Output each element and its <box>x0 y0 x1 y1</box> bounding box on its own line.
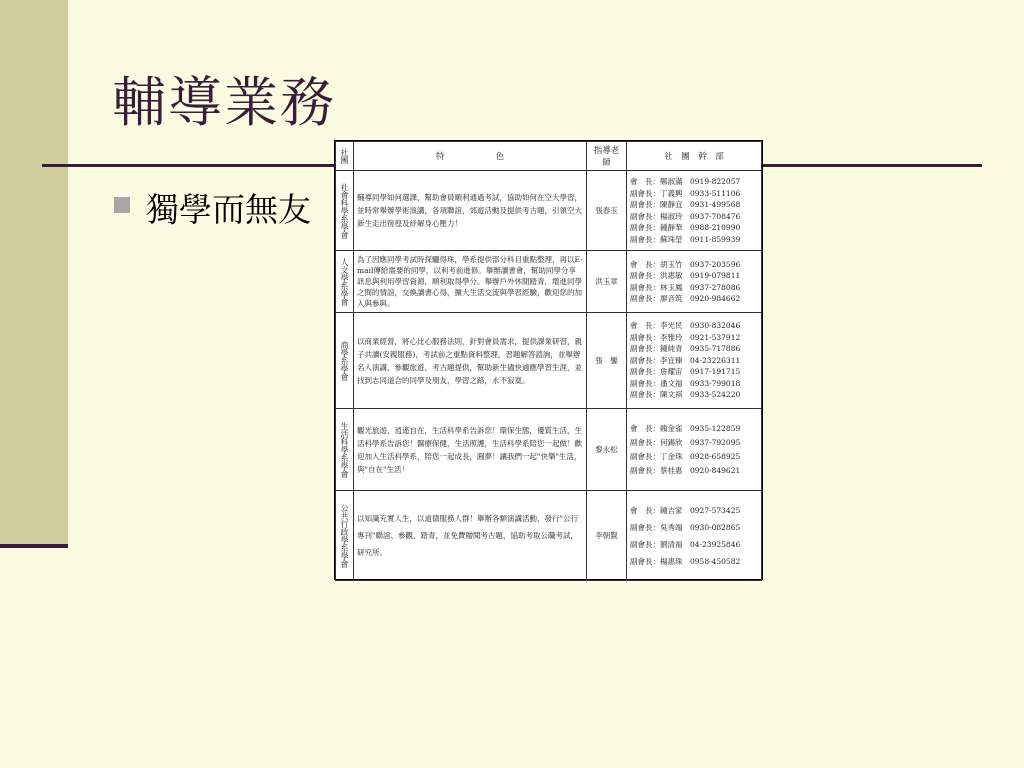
table-row <box>336 251 762 313</box>
bullet-square-icon <box>114 197 130 213</box>
bullet-text: 獨學而無友 <box>146 190 311 229</box>
club-cadres: 會 長：賴金雀 0935-122859 副會長：何錫欣 0937-792095 副會長：丁金珠 0928-658925 副會長：蔡桂惠 0920-849621 <box>627 409 762 491</box>
left-decor-bar <box>0 0 68 548</box>
club-advisor: 李朝賢 <box>587 491 627 581</box>
club-features: 輔導同學如何選課，幫助會員順利通過考試，協助如何在空大學習，並時常舉辦學術演講，各項聯誼，郊遊活動及提供考古題，引領空大新生走出徬徨及紓解身心壓力！ <box>354 171 587 251</box>
club-name: 人文學系學會 <box>336 251 354 313</box>
table-row <box>336 491 762 581</box>
club-name: 公共行政學系學會 <box>336 491 354 581</box>
club-name: 商學系學會 <box>336 313 354 409</box>
header-advisor: 指導老師 <box>587 142 627 171</box>
club-cadres: 會 長：李光民 0930-832046 副會長：李雅玲 0921-537912 副會長：鍾純青 0935-717886 副會長：李宜臻 04-23226311 副會長：詹耀宙 0917-191715 副會長：潘文福 0933-799018 副會長：陳文祺 0933-524220 <box>627 313 762 409</box>
club-features: 以知識充實人生，以道德服務人群！舉辦各類演講活動，發行"公行專刊"聯誼、參觀、踏青，並免費贈閱考古題，協助考取公職考試，研究所。 <box>354 491 587 581</box>
slide-title: 輔導業務 <box>112 71 336 134</box>
club-features: 觀光旅遊，逍遙自在，生活科學系告訴您！環保生態，優質生活，生活科學系告訴您！醫療保健，生活照護，生活科學系陪您一起做！歡迎加入生活科學系，陪您一起成長，圓夢！讓我們一起"快樂"生活，與"自在"生活！ <box>354 409 587 491</box>
club-table <box>335 141 762 581</box>
club-table-image <box>334 140 763 580</box>
club-advisor: 張 鑾 <box>587 313 627 409</box>
header-cadres: 社 團 幹 部 <box>627 142 762 171</box>
club-cadres: 會 長：鍾吉家 0927-573425 副會長：吳秀端 0930-082865 副會長：劉清福 04-23925846 副會長：楊惠珠 0958-450582 <box>627 491 762 581</box>
club-advisor: 黎永松 <box>587 409 627 491</box>
club-advisor: 張春玉 <box>587 171 627 251</box>
header-features: 特 色 <box>354 142 587 171</box>
left-decor-bar-accent <box>0 544 68 548</box>
table-row <box>336 409 762 491</box>
club-cadres: 會 長：胡玉竹 0937-203596 副會長：洪惠敏 0919-079811 副會長：林玉鳳 0937-278086 副會長：廖音筑 0920-984662 <box>627 251 762 313</box>
table-row <box>336 171 762 251</box>
club-name: 生活科學系學會 <box>336 409 354 491</box>
club-features: 以商業經營，將心比心服務法則，針對會員需求，提供課業研習，親子共讀(安親服務)，考試前之重點資料整理，習題解答諮詢，並舉辦名人演講，參觀旅遊，考古題提供，幫助新生儘快適應學習生涯，並找到志同道合的同學及朋友，學習之路，永不寂寞。 <box>354 313 587 409</box>
club-advisor: 洪玉章 <box>587 251 627 313</box>
club-cadres: 會 長：鄭淑滿 0919-822057 副會長：丁義興 0933-511106 副會長：陳靜宜 0931-499568 副會長：楊淑玲 0937-708476 副會長：鍾靜華 0988-210990 副會長：蘇珠瑩 0911-859939 <box>627 171 762 251</box>
table-header-row <box>336 142 762 171</box>
header-club: 社團 <box>336 142 354 171</box>
table-row <box>336 313 762 409</box>
club-features: 為了因應同學考試時探驪得珠，學系提供部分科目重點整理，再以E-mail傳給需要的同學，以利考前進修。舉辦讀書會，幫助同學分享訊息與利用學習資源，順利取得學分。舉辦戶外休閒踏青，增進同學之間的情誼，交換讀書心得，擴大生活交流與學習經驗，歡迎您的加入與參與。 <box>354 251 587 313</box>
club-name: 社會科學系學會 <box>336 171 354 251</box>
